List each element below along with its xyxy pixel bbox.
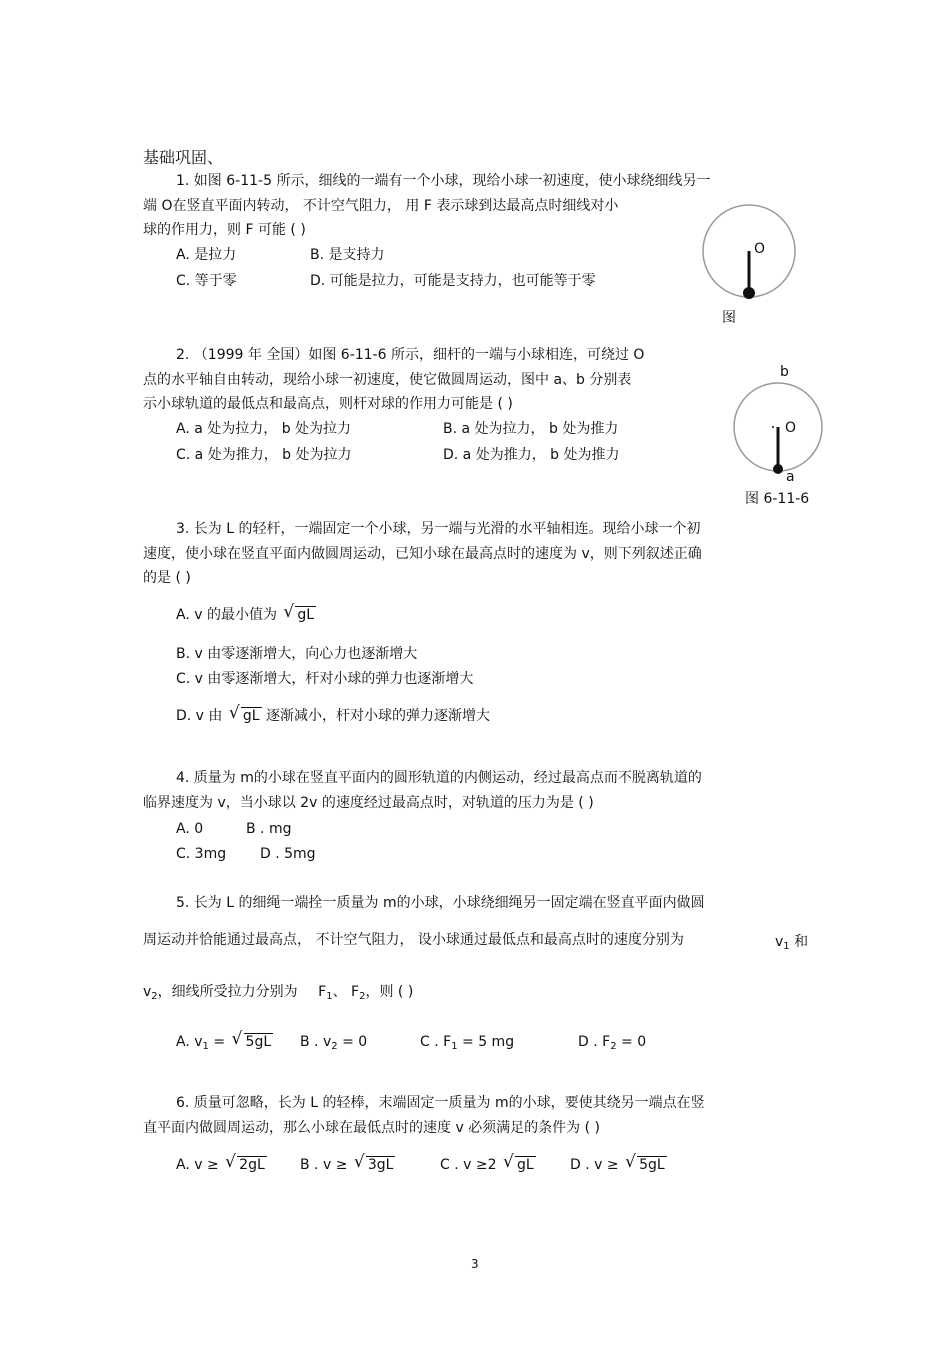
- sqrt-symbol: [283, 606, 316, 624]
- q1-option-d: D. 可能是拉力，可能是支持力，也可能等于零: [310, 273, 596, 289]
- q4-option-a: A. 0: [176, 821, 204, 837]
- q3-line-1: 3. 长为 L 的轻杆，一端固定一个小球，另一端与光滑的水平轴相连。现给小球一个初: [176, 521, 701, 537]
- q6-option-a-radicand: 2gL: [239, 1157, 265, 1173]
- q4-option-d: D . 5mg: [260, 846, 316, 862]
- q5-option-b-value: = 0: [337, 1034, 368, 1050]
- q4-line-2: 临界速度为 v，当小球以 2v 的速度经过最高点时，对轨道的压力为是 ( ): [143, 795, 594, 811]
- q5-option-c-value: = 5 mg: [457, 1034, 515, 1050]
- q5-option-a-text: A. v: [176, 1034, 203, 1050]
- q1-option-c: C. 等于零: [176, 273, 237, 289]
- q1-figure-center-label: O: [754, 241, 766, 257]
- q3-line-2: 速度，使小球在竖直平面内做圆周运动，已知小球在最高点时的速度为 v，则下列叙述正确: [143, 546, 702, 562]
- q5-v2: v: [143, 984, 152, 1000]
- sqrt-symbol: [503, 1156, 536, 1174]
- q4-option-b: B . mg: [246, 821, 292, 837]
- q5-option-c-subscript: 1: [451, 1041, 458, 1052]
- q6-option-c: [440, 1156, 536, 1174]
- q5-option-a-radicand: 5gL: [245, 1034, 272, 1050]
- q1-figure-caption: 图: [722, 310, 736, 326]
- q3-option-c: C. v 由零逐渐增大，杆对小球的弹力也逐渐增大: [176, 671, 474, 687]
- q5-and: 和: [794, 934, 809, 950]
- q5-line-3-end: ，则 ( ): [365, 984, 414, 1000]
- q5-option-c-text: C . F: [420, 1034, 452, 1050]
- q3-option-a-radicand: gL: [297, 607, 315, 623]
- q5-option-d: [578, 1033, 646, 1056]
- q5-option-d-subscript: 2: [610, 1041, 617, 1052]
- q6-option-c-text: C . v ≥2: [440, 1157, 497, 1173]
- q5-line-2-end: [775, 933, 808, 956]
- q5-line-3: [143, 983, 413, 1006]
- q2-line-1: 2. （1999 年 全国）如图 6-11-6 所示，细杆的一端与小球相连，可绕过 O: [176, 347, 645, 363]
- q1-line-3: 球的作用力，则 F 可能 ( ): [143, 222, 306, 238]
- q1-line-1: 1. 如图 6-11-5 所示，细线的一端有一个小球，现给小球一初速度，使小球绕细线另一: [176, 173, 711, 189]
- q5-v2-subscript: 2: [151, 991, 158, 1002]
- q3-option-b: B. v 由零逐渐增大，向心力也逐渐增大: [176, 646, 418, 662]
- q6-option-b: [300, 1156, 395, 1174]
- q1-option-b: B. 是支持力: [310, 247, 385, 263]
- q4-option-c: C. 3mg: [176, 846, 227, 862]
- q5-f1: F: [318, 984, 327, 1000]
- sqrt-symbol: [625, 1156, 667, 1174]
- q6-option-a-text: A. v ≥: [176, 1157, 219, 1173]
- q1-option-a: A. 是拉力: [176, 247, 237, 263]
- q3-option-d-radicand: gL: [242, 708, 260, 724]
- q6-option-d-text: D . v ≥: [570, 1157, 619, 1173]
- q5-line-2: 周运动并恰能通过最高点， 不计空气阻力， 设小球通过最低点和最高点时的速度分别为: [143, 932, 684, 948]
- q6-line-1: 6. 质量可忽略，长为 L 的轻棒，末端固定一质量为 m的小球，要使其绕另一端点在竖: [176, 1095, 705, 1111]
- q4-line-1: 4. 质量为 m的小球在竖直平面内的圆形轨道的内侧运动，经过最高点而不脱离轨道的: [176, 770, 702, 786]
- q2-option-c: C. a 处为推力， b 处为拉力: [176, 447, 352, 463]
- q5-option-b-text: B . v: [300, 1034, 332, 1050]
- q5-option-d-text: D . F: [578, 1034, 611, 1050]
- q5-f1-subscript: 1: [326, 991, 333, 1002]
- q5-option-b: [300, 1033, 367, 1056]
- q3-option-a-text: A. v 的最小值为: [176, 607, 277, 623]
- q5-option-c: [420, 1033, 514, 1056]
- q5-line-1: 5. 长为 L 的细绳一端拴一质量为 m的小球，小球绕细绳另一固定端在竖直平面内做圆: [176, 895, 705, 911]
- q6-option-a: [176, 1156, 267, 1174]
- q5-option-d-value: = 0: [616, 1034, 647, 1050]
- q3-option-d: [176, 707, 490, 725]
- sqrt-symbol: [232, 1033, 274, 1051]
- q6-option-b-radicand: 3gL: [367, 1157, 394, 1173]
- q6-option-c-radicand: gL: [516, 1157, 534, 1173]
- q5-option-a-subscript: 1: [202, 1041, 209, 1052]
- q2-option-a: A. a 处为拉力， b 处为拉力: [176, 421, 352, 437]
- q1-figure-circle: [701, 205, 801, 305]
- q2-figure-center-label: O: [785, 420, 797, 436]
- q5-option-a: [176, 1033, 273, 1056]
- q2-option-d: D. a 处为推力， b 处为推力: [443, 447, 620, 463]
- q1-line-2: 端 O在竖直平面内转动， 不计空气阻力， 用 F 表示球到达最高点时细线对小: [143, 198, 619, 214]
- q2-figure-caption: 图 6-11-6: [745, 491, 810, 507]
- section-heading: 基础巩固、: [143, 148, 224, 167]
- q5-option-a-eq: =: [208, 1034, 230, 1050]
- q5-option-b-subscript: 2: [331, 1041, 338, 1052]
- q6-line-2: 直平面内做圆周运动，那么小球在最低点时的速度 v 必须满足的条件为 ( ): [143, 1120, 601, 1136]
- q2-option-b: B. a 处为拉力， b 处为推力: [443, 421, 619, 437]
- q5-f2-subscript: 2: [359, 991, 366, 1002]
- q3-option-a: [176, 606, 316, 624]
- q3-option-d-text-after: 逐渐减小，杆对小球的弹力逐渐增大: [266, 708, 491, 724]
- q2-figure-top-label: b: [780, 364, 789, 380]
- q5-v1: v: [775, 934, 784, 950]
- q3-option-d-text: D. v 由: [176, 708, 223, 724]
- q2-figure-bottom-label: a: [786, 469, 795, 485]
- q6-option-b-text: B . v ≥: [300, 1157, 348, 1173]
- q2-figure-circle: [733, 382, 833, 482]
- q2-line-3: 示小球轨道的最低点和最高点，则杆对球的作用力可能是 ( ): [143, 396, 513, 412]
- sqrt-symbol: [229, 707, 262, 725]
- q6-option-d: [570, 1156, 667, 1174]
- q5-v1-subscript: 1: [783, 941, 790, 952]
- q2-line-2: 点的水平轴自由转动，现给小球一初速度，使它做圆周运动，图中 a、b 分别表: [143, 372, 632, 388]
- q3-line-3: 的是 ( ): [143, 570, 191, 586]
- q5-sep: 、 F: [332, 984, 360, 1000]
- q6-option-d-radicand: 5gL: [639, 1157, 665, 1173]
- q5-line-3-mid: ，细线所受拉力分别为: [157, 984, 298, 1000]
- sqrt-symbol: [225, 1156, 267, 1174]
- page-number: 3: [471, 1257, 479, 1271]
- sqrt-symbol: [354, 1156, 396, 1174]
